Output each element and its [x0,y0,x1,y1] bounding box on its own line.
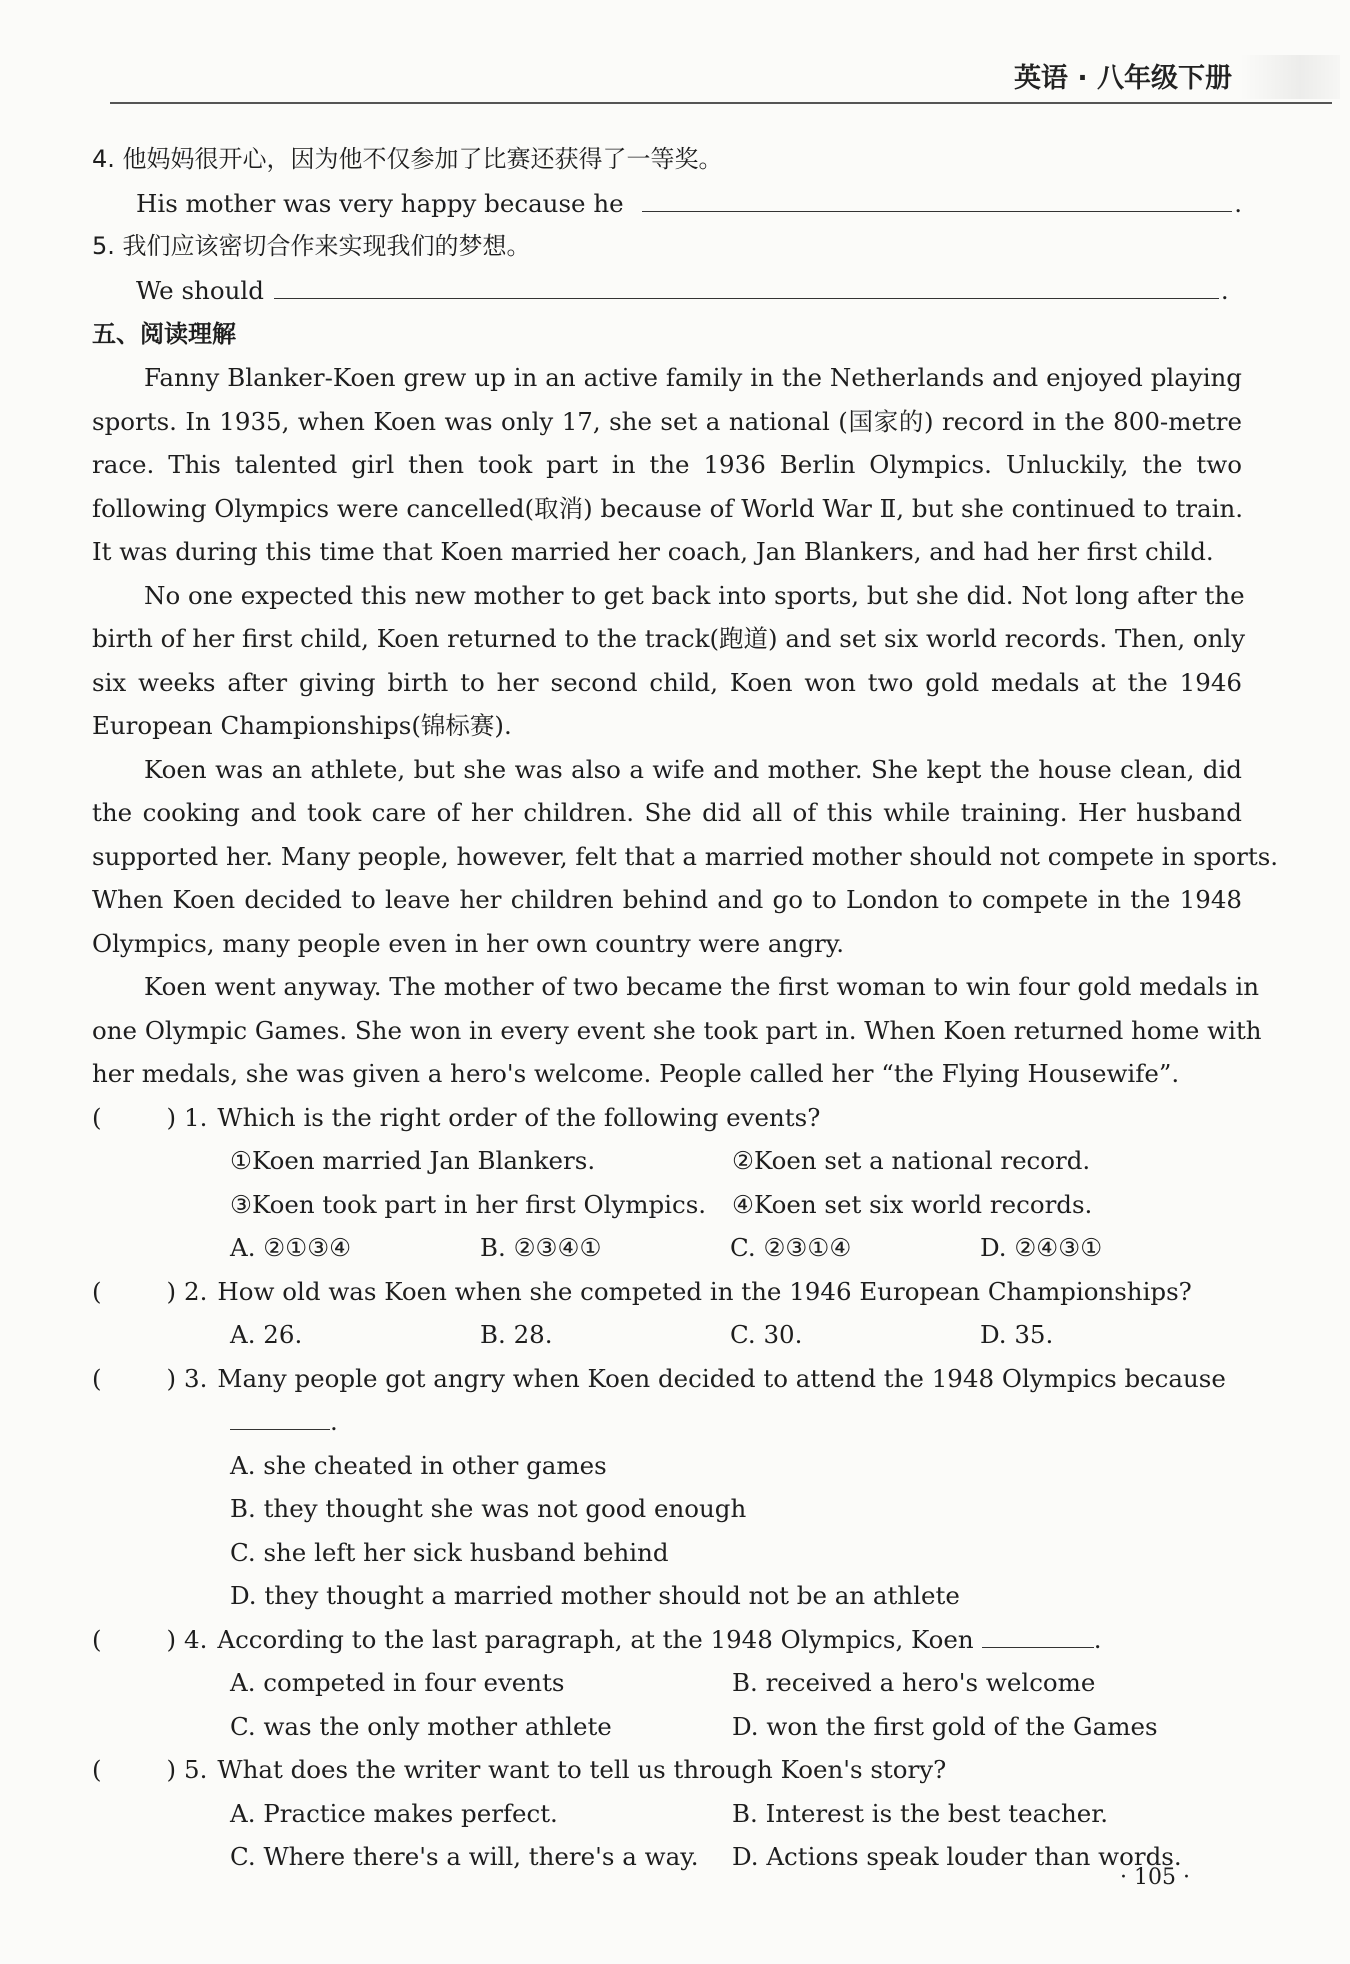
period: . [330,1407,338,1436]
option-c[interactable]: C. she left her sick husband behind [230,1537,669,1567]
option-b[interactable]: B. received a hero's welcome [732,1668,1096,1697]
translation-item-4 [92,138,1242,225]
bracket-close: ) [166,1755,176,1784]
question-list [92,1096,1242,1879]
event-item: ④Koen set six world records. [732,1189,1093,1219]
bracket-close: ) [166,1102,176,1132]
passage-line: one Olympic Games. She won in every event she took part in. When Koen returned home with [92,1015,1262,1045]
option-group [230,1444,1242,1618]
question-1 [92,1096,1242,1270]
question-stem-row [92,1270,1242,1314]
passage-line: sports. In 1935, when Koen was only 17, she set a national (国家的) record in the 800-metre [92,406,1242,436]
translation-prefix: We should [136,275,264,305]
answer-bracket[interactable] [92,1618,184,1662]
passage-line: It was during this time that Koen married her coach, Jan Blankers, and had her first child. [92,537,1214,566]
passage-line: Fanny Blanker-Koen grew up in an active family in the Netherlands and enjoyed playing [144,363,1242,392]
options [92,1313,1242,1357]
translation-item-5 [92,225,1242,312]
passage-line: her medals, she was given a hero's welcome. People called her “the Flying Housewife”. [92,1059,1180,1088]
question-number: 3. [184,1363,208,1393]
answer-bracket[interactable] [92,1748,184,1792]
option-c[interactable]: C. was the only mother athlete [230,1711,612,1741]
option-a[interactable]: A. Practice makes perfect. [230,1798,558,1828]
options [92,1792,1242,1879]
option-group [230,1226,1242,1270]
stem-blank[interactable] [982,1627,1094,1648]
question-4 [92,1618,1242,1749]
period: . [1220,275,1229,305]
options [92,1139,1242,1270]
passage-paragraph [92,356,1242,574]
question-stem [217,1618,1242,1662]
event-item: ①Koen married Jan Blankers. [230,1146,596,1175]
translation-chinese: 5. 我们应该密切合作来实现我们的梦想。 [92,232,531,260]
stem-blank-line [92,1400,1242,1444]
passage-paragraph [92,748,1279,966]
bracket-open: ( [92,1102,102,1132]
translation-english-line [92,182,1242,226]
bracket-close: ) [166,1276,176,1306]
answer-blank[interactable] [274,276,1219,299]
section-title: 五、阅读理解 [92,320,236,348]
options [92,1444,1242,1618]
page-content [92,138,1279,1879]
bracket-close: ) [166,1624,176,1654]
option-c[interactable]: C. ②③①④ [730,1233,852,1262]
option-group [230,1661,1242,1748]
passage-line: Koen went anyway. The mother of two became the first woman to win four gold medals in [144,972,1260,1001]
passage-line: Koen was an athlete, but she was also a wife and mother. She kept the house clean, did [144,754,1242,784]
option-d[interactable]: D. they thought a married mother should not be an athlete [230,1581,960,1610]
period: . [1234,188,1242,218]
question-2 [92,1270,1242,1357]
option-d[interactable]: D. won the first gold of the Games [732,1711,1158,1741]
bracket-close: ) [166,1363,176,1393]
question-stem-text: According to the last paragraph, at the 1948 Olympics, Koen [217,1624,974,1654]
stem-blank[interactable] [230,1409,330,1430]
question-stem-row [92,1618,1242,1662]
passage-paragraph [92,965,1262,1096]
question-stem [217,1096,1242,1140]
options [92,1661,1242,1748]
question-stem-row [92,1357,1242,1401]
option-d[interactable]: D. Actions speak louder than words. [732,1842,1182,1871]
option-group [230,1792,1242,1879]
option-b[interactable]: B. they thought she was not good enough [230,1494,747,1523]
question-number: 5. [184,1755,208,1784]
question-number: 4. [184,1624,208,1654]
event-item: ③Koen took part in her first Olympics. [230,1189,707,1219]
bracket-open: ( [92,1276,102,1306]
bracket-open: ( [92,1363,102,1393]
answer-blank[interactable] [642,189,1233,212]
period: . [1093,1624,1102,1654]
option-group [230,1313,1242,1357]
question-stem-text: How old was Koen when she competed in the 1946 European Championships? [217,1276,1192,1306]
option-a[interactable]: A. competed in four events [230,1668,565,1697]
reading-passage [92,356,1279,1096]
option-b[interactable]: B. 28. [480,1320,553,1349]
option-a[interactable]: A. ②①③④ [230,1233,352,1262]
passage-line: six weeks after giving birth to her second child, Koen won two gold medals at the 1946 [92,667,1242,697]
question-stem-row [92,1096,1242,1140]
translation-english-line [92,269,1242,313]
question-stem-row [92,1748,1242,1792]
answer-bracket[interactable] [92,1270,184,1314]
event-item: ②Koen set a national record. [732,1146,1091,1175]
question-number: 2. [184,1276,208,1306]
bracket-open: ( [92,1755,102,1784]
event-list [230,1139,1242,1226]
answer-bracket[interactable] [92,1096,184,1140]
option-b[interactable]: B. Interest is the best teacher. [732,1798,1109,1828]
translation-prefix: His mother was very happy because he [136,188,624,218]
passage-paragraph [92,574,1246,748]
passage-line: the cooking and took care of her children. She did all of this while training. Her husband [92,798,1242,827]
question-5 [92,1748,1242,1879]
translation-chinese: 4. 他妈妈很开心，因为他不仅参加了比赛还获得了一等奖。 [92,145,723,173]
option-c[interactable]: C. Where there's a will, there's a way. [230,1842,699,1871]
question-stem-text: Many people got angry when Koen decided to attend the 1948 Olympics because [217,1363,1226,1393]
answer-bracket[interactable] [92,1357,184,1401]
option-a[interactable]: A. she cheated in other games [230,1450,607,1480]
passage-line: race. This talented girl then took part in the 1936 Berlin Olympics. Unluckily, the two [92,450,1242,479]
bracket-open: ( [92,1624,102,1654]
page-number: · 105 · [1120,1865,1190,1890]
header-shade [1240,55,1340,99]
header-title: 英语 · 八年级下册 [1013,63,1232,94]
passage-line: birth of her first child, Koen returned to the track(跑道) and set six world records. Then, only [92,624,1246,653]
passage-line: supported her. Many people, however, felt that a married mother should not compete in sports. [92,841,1279,871]
passage-line: When Koen decided to leave her children behind and go to London to compete in the 1948 [92,885,1242,914]
header-rule [110,102,1332,104]
option-b[interactable]: B. ②③④① [480,1233,602,1262]
question-stem [217,1357,1242,1401]
passage-line: following Olympics were cancelled(取消) because of World War Ⅱ, but she continued to train. [92,493,1244,523]
option-d[interactable]: D. ②④③① [980,1233,1103,1262]
question-number: 1. [184,1102,208,1132]
passage-line: European Championships(锦标赛). [92,711,512,740]
passage-line: Olympics, many people even in her own country were angry. [92,928,845,958]
passage-line: No one expected this new mother to get back into sports, but she did. Not long after the [144,580,1245,610]
option-a[interactable]: A. 26. [230,1320,303,1349]
option-d[interactable]: D. 35. [980,1320,1054,1349]
option-c[interactable]: C. 30. [730,1320,803,1349]
question-stem [217,1748,1242,1792]
question-stem-text: What does the writer want to tell us through Koen's story? [217,1755,947,1784]
question-3 [92,1357,1242,1618]
question-stem [217,1270,1242,1314]
question-stem-text: Which is the right order of the following events? [217,1102,821,1132]
